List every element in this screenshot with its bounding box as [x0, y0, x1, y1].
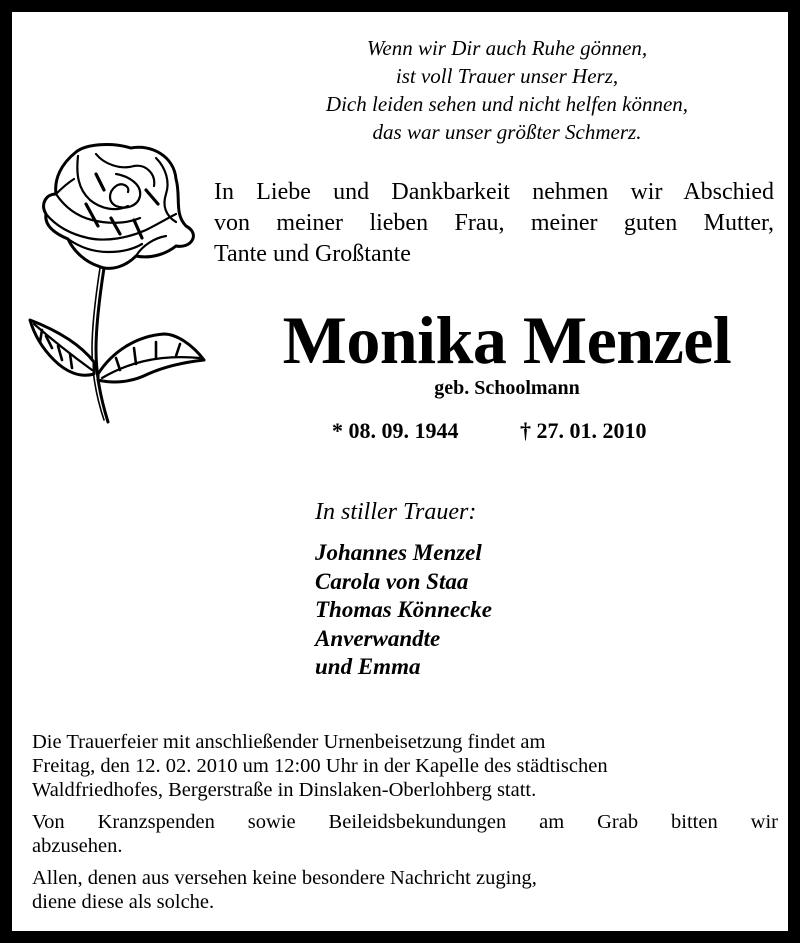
funeral-info [32, 730, 778, 802]
intro-text [214, 177, 774, 270]
birth-date: * 08. 09. 1944 [332, 418, 459, 443]
wreath-info-line: Von Kranzspenden sowie Beileidsbekundungen am Grab bitten wir [32, 811, 778, 833]
mourning-heading: In stiller Trauer: [315, 499, 477, 525]
mourner-name: Thomas Könnecke [315, 597, 492, 622]
obituary-notice [12, 12, 788, 931]
thanks-info-line: diene diese als solche. [32, 891, 215, 913]
intro-line: Tante und Großtante [214, 241, 411, 267]
poem-line: das war unser größter Schmerz. [372, 120, 642, 144]
intro-line: von meiner lieben Frau, meiner guten Mutter, [214, 210, 774, 236]
funeral-info-line: Freitag, den 12. 02. 2010 um 12:00 Uhr in der Kapelle des städtischen [32, 755, 608, 777]
mourner-name: Carola von Staa [315, 568, 469, 594]
poem [212, 34, 800, 146]
mourner-name: und Emma [315, 654, 421, 679]
thanks-info-line: Allen, denen aus versehen keine besondere Nachricht zuging, [32, 867, 537, 889]
mourners-list [315, 539, 492, 682]
funeral-info-line: Die Trauerfeier mit anschließender Urnenbeisetzung findet am [32, 731, 546, 753]
deceased-name: Monika Menzel [282, 302, 732, 378]
thanks-info [32, 866, 778, 914]
poem-line: ist voll Trauer unser Herz, [395, 64, 619, 88]
mourner-name: Johannes Menzel [315, 540, 482, 565]
poem-line: Wenn wir Dir auch Ruhe gönnen, [366, 36, 648, 60]
intro-line: In Liebe und Dankbarkeit nehmen wir Abschied [214, 179, 774, 205]
death-date: † 27. 01. 2010 [520, 418, 647, 443]
rose-icon [16, 134, 206, 424]
poem-line: Dich leiden sehen und nicht helfen können, [325, 92, 689, 116]
funeral-info-line: Waldfriedhofes, Bergerstraße in Dinslaken-Oberlohberg statt. [32, 779, 537, 801]
wreath-info [32, 810, 778, 858]
birth-name: geb. Schoolmann [434, 377, 580, 399]
mourner-name: Anverwandte [315, 625, 441, 651]
wreath-info-line: abzusehen. [32, 835, 123, 857]
